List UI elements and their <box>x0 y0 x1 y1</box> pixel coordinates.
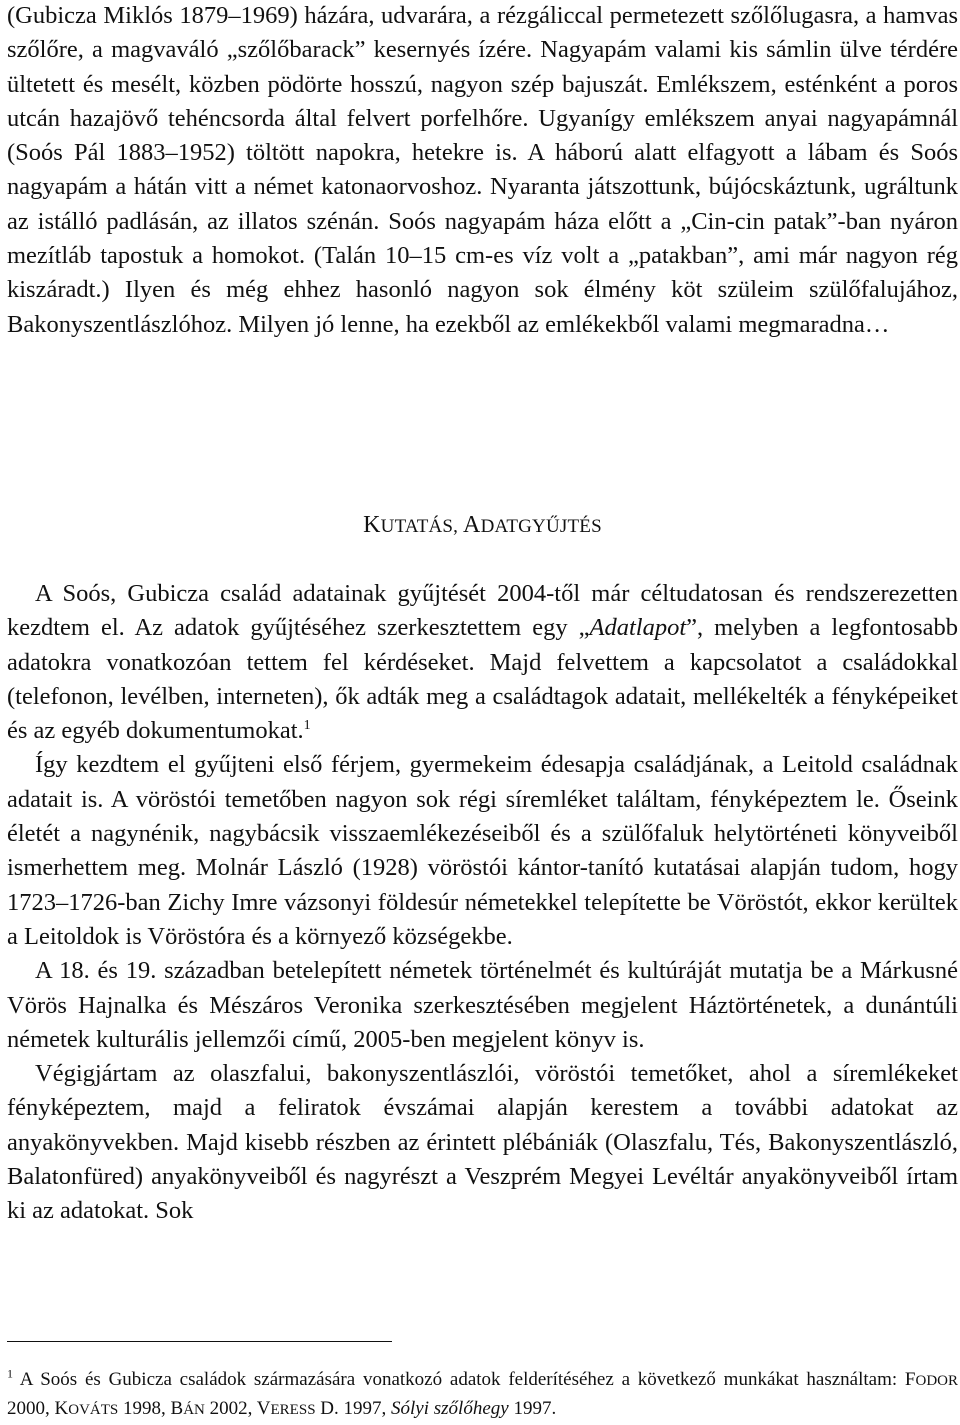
collection-text-start: A Soós, Gubicza család adatainak gyűjtését 2004-től már céltudatosan és rendszerezetten kezdtem el. Az adatok gyűjtéséhez szerkesztettem egy „ <box>7 580 958 642</box>
footnote-text: A Soós és Gubicza családok származására vonatkozó adatok felderítéséhez a következő munkákat használtam: <box>19 1369 905 1390</box>
paragraph-leitold: Így kezdtem el gyűjteni első férjem, gyermekeim édesapja családjának, a Leitold családnak adatait is. A vöröstói temetőben nagyon sok régi síremléket találtam, fényképeztem le. Őseink életét a nagynénik, nagybácsik visszaemlékezéseiből és a szülőfaluk helytörténeti könyveiből ismerhettem meg. Molnár László (1928) vöröstói kántor-tanító kutatásai alapján tudom, hogy 1723–1726-ban Zichy Imre vázsonyi földesúr németekkel telepítette be Vöröstót, ekkor kerültek a Leitoldok is Vöröstóra és a környező községekbe. <box>7 751 958 950</box>
adatlap-term: Adatlapot <box>589 614 687 642</box>
ref1-year: 2000, <box>7 1398 55 1419</box>
footnote-number: 1 <box>7 1366 13 1381</box>
footnote-divider <box>7 1341 392 1342</box>
paragraph-collection <box>7 577 958 748</box>
heading-initial-k: K <box>363 512 381 538</box>
ref4-year: D. 1997, <box>315 1398 392 1419</box>
heading-initial-a: A <box>463 512 481 538</box>
ref4-initial: V <box>256 1398 271 1419</box>
ref4-rest: ERESS <box>270 1402 316 1418</box>
paragraph-cemeteries: Végigjártam az olaszfalui, bakonyszentlászlói, vöröstói temetőket, ahol a síremlékeket fényképeztem, majd a feliratok évszámai alapján kerestem a további adatokat az anyakönyvekben. Majd kisebb részben az érintett plébániák (Olaszfalu, Tés, Bakonyszentlászló, Balatonfüred) anyakönyveiből és nagyrészt a Veszprém Megyei Levéltár anyakönyveiből írtam ki az adatokat. Sok <box>7 1060 958 1225</box>
ref1-rest: ODOR <box>915 1373 959 1389</box>
ref3-rest: ÁN <box>183 1402 205 1418</box>
section-heading <box>7 512 958 539</box>
ref3-year: 2002, <box>204 1398 257 1419</box>
ref5-title: Sólyi szőlőhegy <box>391 1398 509 1419</box>
heading-rest-adatgyujtes: DATGYŰJTÉS <box>480 516 602 537</box>
ref2-initial: K <box>54 1398 69 1419</box>
footnote-reference[interactable]: 1 <box>303 718 311 734</box>
paragraph-history: A 18. és 19. században betelepített németek történelmét és kultúráját mutatja be a Márkusné Vörös Hajnalka és Mészáros Veronika szerkesztésében megjelent Háztörténetek, a dunántúli németek kulturális jellemzői című, 2005-ben megjelent könyv is. <box>7 957 958 1053</box>
ref5-year: 1997. <box>508 1398 557 1419</box>
ref2-rest: OVÁTS <box>68 1402 119 1418</box>
ref1-initial: F <box>904 1369 916 1390</box>
collection-text-end: ”, melyben a legfontosabb adatokra vonatkozóan tettem fel kérdéseket. Majd felvettem a kapcsolatot a családokkal (telefonon, levélben, interneten), ők adták meg a családtagok adatait, mellékelték a fényképeiket és az egyéb dokumentumokat. <box>7 614 958 745</box>
footnote <box>7 1366 958 1424</box>
heading-rest-kutatas: UTATÁS, <box>380 516 459 537</box>
body-text <box>7 577 958 1229</box>
intro-paragraph: (Gubicza Miklós 1879–1969) házára, udvarára, a rézgáliccal permetezett szőlőlugasra, a hamvas szőlőre, a magvaváló „szőlőbarack” kesernyés ízére. Nagyapám valami kis sámlin ülve térdére ültetett és mesélt, közben pödörte hosszú, nagyon szép bajuszát. Emlékszem, esténként a poros utcán hazajövő tehéncsorda által felvert porfelhőre. Ugyanígy emlékszem anyai nagyapámnál (Soós Pál 1883–1952) töltött napokra, hetekre is. A háború alatt elfagyott a lábam és Soós nagyapám a hátán vitt a német katonaorvoshoz. Nyaranta játszottunk, bújócskáztunk, ugráltunk az istálló padlásán, az illatos szénán. Soós nagyapám háza előtt a „Cin-cin patak”-ban nyáron mezítláb tapostuk a homokot. (Talán 10–15 cm-es víz volt a „patakban”, ami már nagyon rég kiszáradt.) Ilyen és még ehhez hasonló nagyon sok élmény köt szüleim szülőfalujához, Bakonyszentlászlóhoz. Milyen jó lenne, ha ezekből az emlékekből valami megmaradna… <box>7 2 958 338</box>
ref3-initial: B <box>170 1398 184 1419</box>
ref2-year: 1998, <box>118 1398 171 1419</box>
